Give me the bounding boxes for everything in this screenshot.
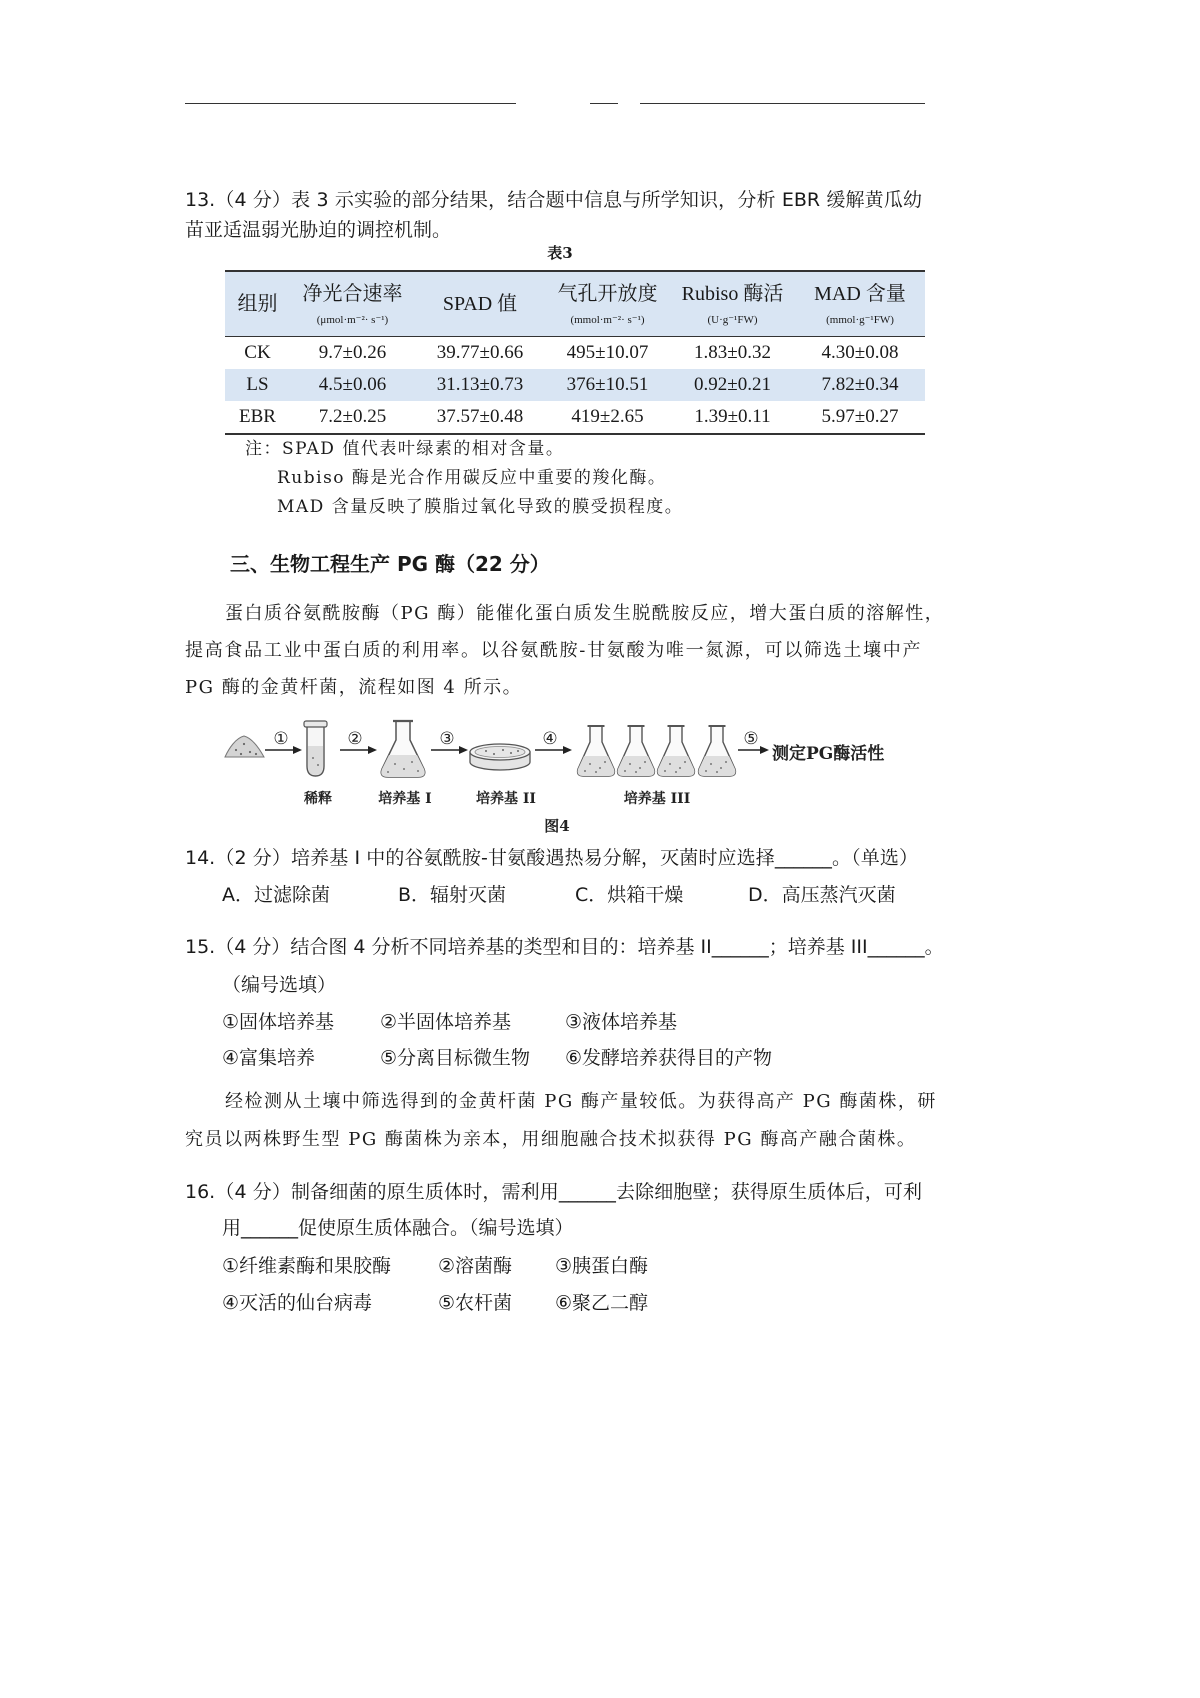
flask-liquid: [381, 755, 425, 777]
table-note: Rubiso 酶是光合作用碳反应中重要的羧化酶。: [277, 468, 667, 488]
arrow-head: [563, 746, 572, 754]
header-rule: [590, 103, 618, 104]
step-number: ②: [347, 729, 363, 749]
speckle: [403, 768, 405, 770]
column-header-label: 气孔开放度: [557, 282, 658, 305]
header-rule: [640, 103, 925, 104]
table-cell: 39.77±0.66: [436, 341, 524, 363]
table-cell-group: EBR: [225, 401, 290, 434]
speckle: [317, 764, 319, 766]
figure-label: 培养基 III: [623, 791, 691, 807]
table-cell: 376±10.51: [566, 373, 649, 395]
intro-paragraph-line: PG 酶的金黄杆菌，流程如图 4 所示。: [185, 677, 523, 698]
column-header: [795, 271, 925, 336]
table-cell: 419±2.65: [545, 401, 670, 434]
soil-sample-icon: [225, 736, 264, 757]
speckle: [312, 757, 314, 759]
column-header: [290, 271, 415, 336]
paragraph-line: 究员以两株野生型 PG 酶菌株为亲本，用细胞融合技术拟获得 PG 酶高产融合菌株。: [185, 1129, 917, 1150]
column-header-label: MAD 含量: [814, 282, 906, 305]
question-16-stem: 用______促使原生质体融合。（编号选填）: [222, 1217, 574, 1239]
table-cell: 9.7±0.26: [318, 341, 387, 363]
speckle: [502, 749, 504, 751]
column-header-label: 净光合速率: [302, 282, 403, 305]
column-header-unit: (U·g⁻¹FW): [707, 313, 758, 326]
option-c: C．烘箱干燥: [575, 884, 684, 906]
choice-item: ④富集培养: [222, 1047, 316, 1069]
choice-item: ⑥聚乙二醇: [555, 1292, 649, 1314]
choice-item: ⑤分离目标微生物: [380, 1047, 531, 1069]
column-header-unit: (μmol·m⁻²· s⁻¹): [316, 313, 389, 326]
speckle: [517, 750, 519, 752]
header-rule: [185, 103, 516, 104]
flask-icon: [381, 721, 425, 777]
petri-dish-icon: [470, 744, 530, 770]
flask-icon: [658, 726, 695, 776]
arrow-icon: [265, 729, 302, 754]
table-cell: 31.13±0.73: [436, 373, 524, 395]
question-15-hint: （编号选填）: [222, 974, 337, 996]
speckle: [510, 752, 512, 754]
step-number: ①: [273, 729, 289, 749]
column-header: [415, 271, 545, 336]
question-16-stem: 16.（4 分）制备细菌的原生质体时，需利用______去除细胞壁；获得原生质体后，可利: [185, 1181, 922, 1203]
table-note: 注：SPAD 值代表叶绿素的相对含量。: [245, 439, 565, 459]
speckle: [493, 753, 495, 755]
speckle: [235, 749, 237, 751]
choice-item: ②半固体培养基: [380, 1011, 512, 1033]
speckle: [240, 753, 242, 755]
choice-item: ④灭活的仙台病毒: [222, 1292, 373, 1314]
choice-item: ③液体培养基: [565, 1011, 678, 1033]
question-13-text: 13.（4 分）表 3 示实验的部分结果，结合题中信息与所学知识，分析 EBR 缓解黄瓜幼: [185, 189, 922, 211]
table-note: MAD 含量反映了膜脂过氧化导致的膜受损程度。: [277, 497, 684, 517]
table-cell: 4.5±0.06: [318, 373, 387, 395]
speckle: [411, 761, 413, 763]
question-15-stem: 15.（4 分）结合图 4 分析不同培养基的类型和目的：培养基 II______；培养基 III______。: [185, 936, 944, 958]
table-cell: 0.92±0.21: [694, 373, 771, 395]
option-d: D．高压蒸汽灭菌: [748, 884, 896, 906]
arrow-icon: [535, 729, 572, 754]
tube-rim: [304, 721, 327, 727]
speckle: [394, 763, 396, 765]
table-cell: 1.39±0.11: [670, 401, 795, 434]
figure-result-text: 测定PG酶活性: [772, 744, 885, 764]
table-row: [225, 401, 925, 434]
table-body: [225, 336, 925, 434]
table-row: [225, 369, 925, 401]
question-14-stem: 14.（2 分）培养基 I 中的谷氨酰胺-甘氨酸遇热易分解，灭菌时应选择______。（单选）: [185, 847, 918, 869]
column-header: [225, 271, 290, 336]
choice-item: ①固体培养基: [222, 1011, 335, 1033]
option-a: A．过滤除菌: [222, 884, 330, 906]
step-number: ⑤: [743, 729, 759, 749]
paragraph-line: 经检测从土壤中筛选得到的金黄杆菌 PG 酶产量较低。为获得高产 PG 酶菌株，研: [225, 1091, 937, 1112]
choice-item: ⑥发酵培养获得目的产物: [565, 1047, 773, 1069]
flask-icon: [618, 726, 655, 776]
column-header-unit: (mmol·m⁻²· s⁻¹): [570, 313, 645, 326]
table-cell-group: LS: [246, 373, 269, 395]
table-cell: 37.57±0.48: [415, 401, 545, 434]
column-header-label: Rubiso 酶活: [681, 282, 784, 305]
step-number: ③: [439, 729, 455, 749]
tube-liquid: [308, 746, 323, 775]
section-heading: 三、生物工程生产 PG 酶（22 分）: [230, 552, 550, 576]
choice-item: ③胰蛋白酶: [555, 1255, 649, 1277]
table-cell: 5.97±0.27: [795, 401, 925, 434]
table-cell: 495±10.07: [566, 341, 649, 363]
flask-icon: [699, 726, 736, 776]
intro-paragraph-line: 提高食品工业中蛋白质的利用率。以谷氨酰胺-甘氨酸为唯一氮源，可以筛选土壤中产: [185, 640, 922, 661]
arrow-head: [459, 746, 468, 754]
table-row: [225, 336, 925, 369]
figure-4-flowchart: [0, 700, 1200, 845]
speckle: [249, 751, 251, 753]
test-tube-icon: [304, 721, 327, 776]
choice-item: ⑤农杆菌: [438, 1292, 513, 1314]
arrow-icon: [431, 729, 468, 754]
speckle: [243, 743, 245, 745]
arrow-head: [293, 746, 302, 754]
table-cell: 1.83±0.32: [694, 341, 771, 363]
figure-label: 培养基 II: [476, 791, 536, 807]
table-cell: 7.82±0.34: [821, 373, 899, 395]
intro-paragraph-line: 蛋白质谷氨酰胺酶（PG 酶）能催化蛋白质发生脱酰胺反应，增大蛋白质的溶解性，: [225, 603, 945, 624]
table-cell-group: CK: [244, 341, 271, 363]
table-header: [225, 271, 925, 336]
flask-icon: [578, 726, 615, 776]
option-b: B．辐射灭菌: [398, 884, 507, 906]
speckle: [255, 753, 257, 755]
choice-item: ①纤维素酶和果胶酶: [222, 1255, 392, 1277]
column-header: [670, 271, 795, 336]
column-header-label: SPAD 值: [442, 292, 518, 315]
table-header-row: [225, 271, 925, 336]
table-3: [225, 270, 925, 435]
column-header: [545, 271, 670, 336]
figure-caption: 图4: [544, 817, 570, 835]
arrow-icon: [340, 729, 377, 754]
step-number: ④: [542, 729, 558, 749]
dish-agar: [475, 747, 525, 758]
column-header-unit: (mmol·g⁻¹FW): [826, 313, 894, 326]
table-caption: 表3: [547, 244, 573, 262]
question-13-text: 苗亚适温弱光胁迫的调控机制。: [185, 219, 452, 241]
figure-label: 稀释: [304, 791, 332, 807]
speckle: [417, 770, 419, 772]
choice-item: ②溶菌酶: [438, 1255, 513, 1277]
table-cell: 7.2±0.25: [290, 401, 415, 434]
arrow-head: [760, 746, 769, 754]
column-header-label: 组别: [237, 292, 278, 315]
arrow-icon: [738, 729, 769, 754]
speckle: [387, 771, 389, 773]
figure-label: 培养基 I: [378, 791, 432, 807]
arrow-head: [368, 746, 377, 754]
table-cell: 4.30±0.08: [821, 341, 899, 363]
speckle: [485, 750, 487, 752]
soil-pile: [225, 736, 264, 757]
